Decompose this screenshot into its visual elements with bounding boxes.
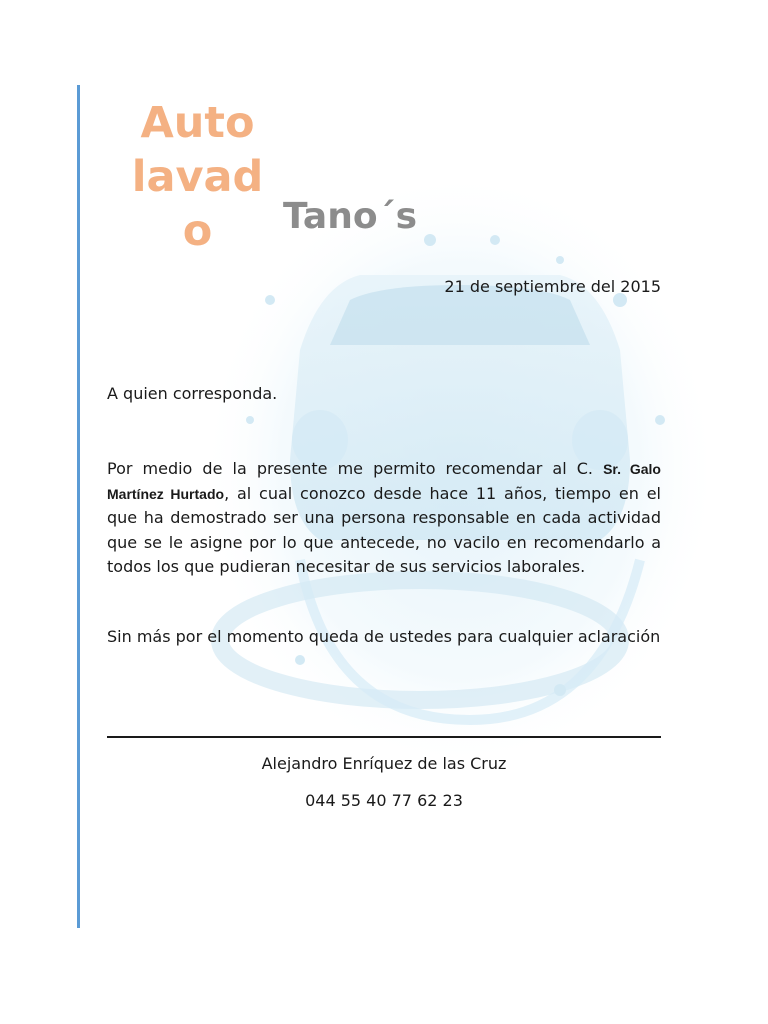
paragraph-recommendation (107, 457, 661, 580)
letter-date: 21 de septiembre del 2015 (444, 277, 661, 296)
p1-body: , al cual conozco desde hace 11 años, tiempo en el que ha demostrado ser una persona responsable en cada actividad que se le asigne por lo que antecede, no vacilo en recomendarlo a todos los que pudieran necesitar de sus servicios laborales. (107, 483, 661, 576)
p1-intro: Por medio de la presente me permito recomendar al C. (107, 459, 604, 478)
logo-line-3: o (182, 206, 213, 256)
signer-phone: 044 55 40 77 62 23 (305, 791, 463, 810)
salutation: A quien corresponda. (107, 384, 278, 403)
logo-brand: Tano´s (283, 196, 417, 237)
signature-line (107, 736, 661, 738)
logo-line-2: lavad (131, 152, 264, 202)
signer-name: Alejandro Enríquez de las Cruz (261, 754, 507, 773)
logo-line-1: Auto (140, 98, 255, 148)
logo-autolavado (110, 96, 285, 258)
left-margin-rule (77, 85, 80, 928)
recommended-name: Sr. Galo Martínez Hurtado (107, 461, 661, 502)
paragraph-closing: Sin más por el momento queda de ustedes para cualquier aclaración (107, 627, 661, 646)
